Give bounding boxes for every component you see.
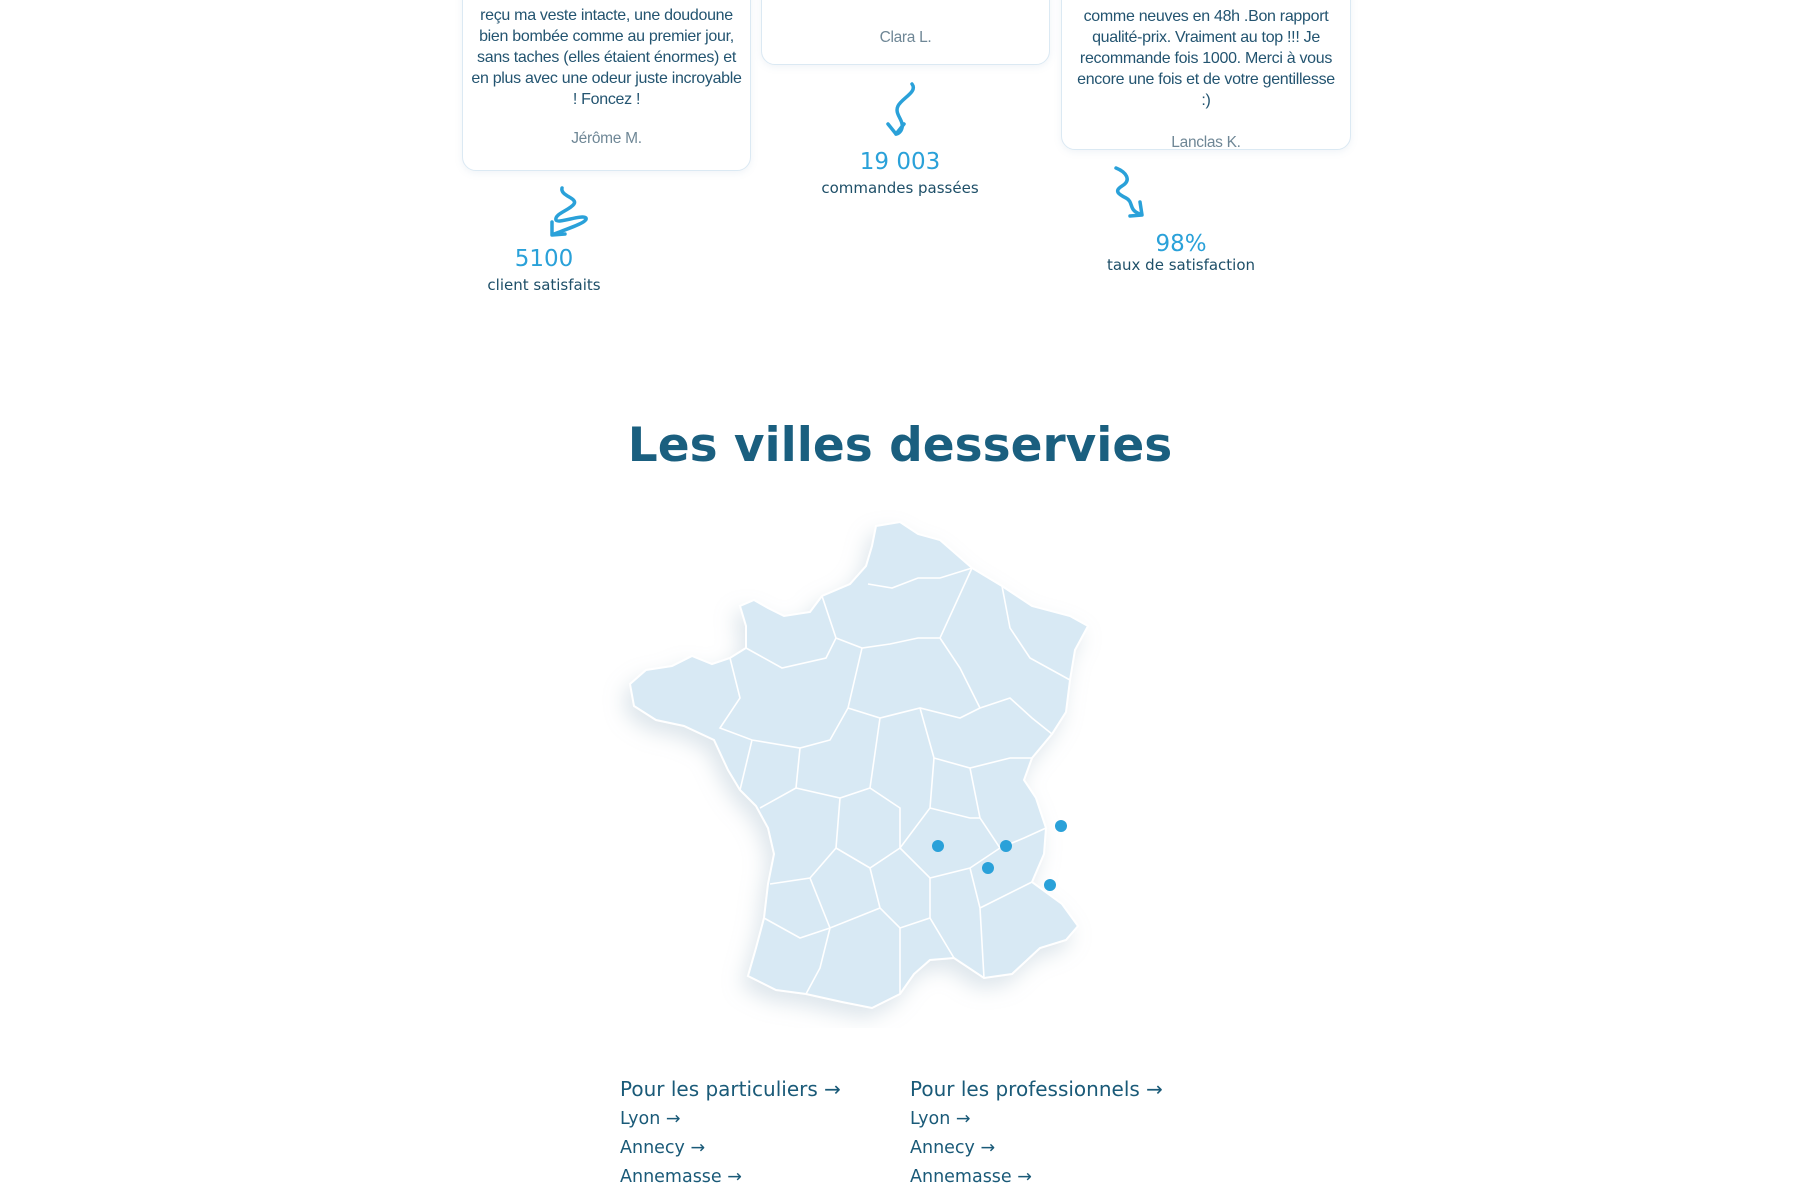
hand-drawn-arrow-icon [880,80,924,138]
review-text: reçu ma veste intacte, une doudoune bien bombée comme au premier jour, sans taches (elles étaient énormes) et en plus avec une odeur juste incroyable ! Foncez ! [471,7,742,108]
link-professionnels-annecy[interactable]: Annecy → [910,1138,996,1158]
link-particuliers-lyon[interactable]: Lyon → [620,1109,681,1129]
links-particuliers [620,1074,841,1192]
review-text: comme neuves en 48h .Bon rapport qualité-prix. Vraiment au top !!! Je recommande fois 1000. Merci à vous encore une fois et de votre gentillesse :) [1077,8,1335,109]
review-card [761,0,1050,65]
hand-drawn-arrow-icon [540,184,600,240]
review-card [462,0,751,171]
stat-label-clients: client satisfaits [487,276,601,294]
france-shape [630,522,1088,1008]
links-professionnels [910,1074,1163,1192]
map-marker-icon [932,840,944,852]
review-author: Lanclas K. [1171,134,1241,151]
france-map [600,508,1160,1028]
link-professionnels-annemasse[interactable]: Annemasse → [910,1167,1032,1187]
stat-number-clients: 5100 [514,246,574,272]
link-particuliers-heading[interactable]: Pour les particuliers → [620,1077,841,1101]
section-title: Les villes desservies [627,418,1173,473]
stat-label-satisfaction: taux de satisfaction [1106,256,1256,274]
link-professionnels-heading[interactable]: Pour les professionnels → [910,1077,1163,1101]
review-author: Clara L. [879,29,932,46]
stat-number-satisfaction: 98% [1155,231,1207,257]
map-marker-icon [1055,820,1067,832]
map-marker-icon [1044,879,1056,891]
link-particuliers-annecy[interactable]: Annecy → [620,1138,706,1158]
review-author: Jérôme M. [571,130,642,147]
map-marker-icon [1000,840,1012,852]
hand-drawn-arrow-icon [1108,164,1152,220]
map-marker-icon [982,862,994,874]
link-professionnels-lyon[interactable]: Lyon → [910,1109,971,1129]
stat-number-orders: 19 003 [859,149,941,175]
review-card [1061,0,1351,150]
stat-label-orders: commandes passées [821,179,979,197]
link-particuliers-annemasse[interactable]: Annemasse → [620,1167,742,1187]
